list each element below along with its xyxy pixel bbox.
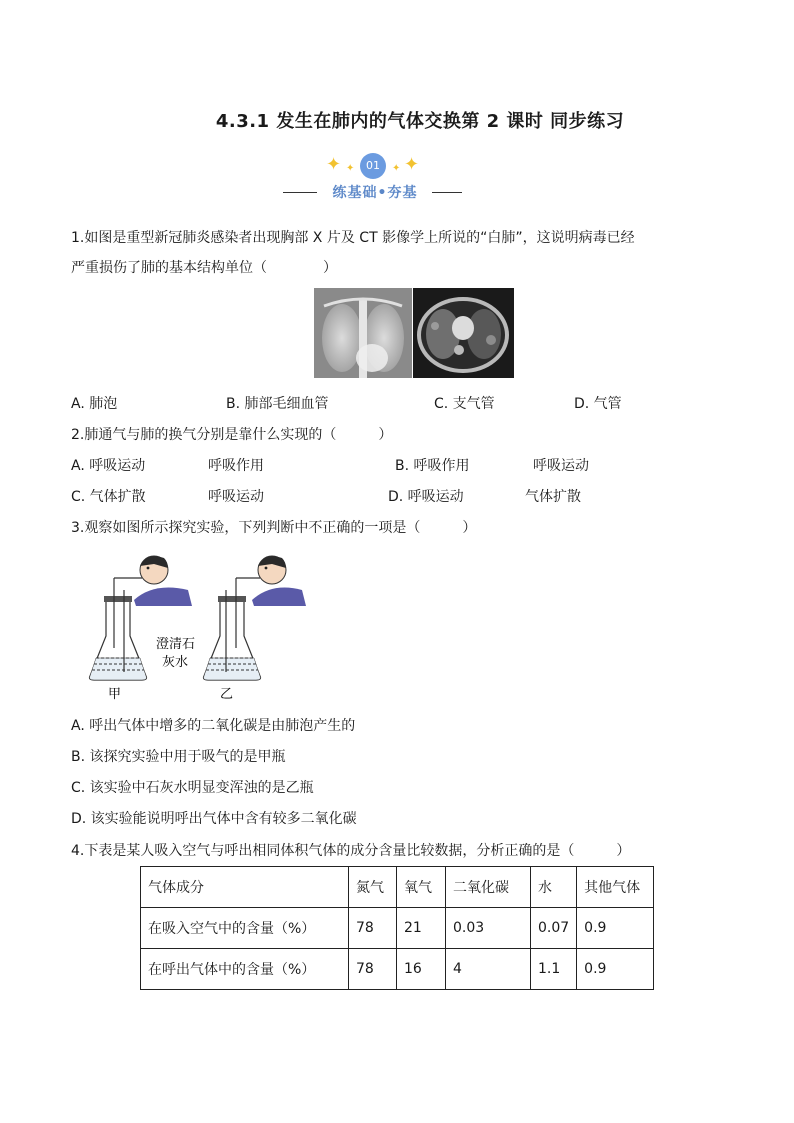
q3-option-a: A. 呼出气体中增多的二氧化碳是由肺泡产生的 [71,718,356,734]
q4-stem: 4.下表是某人吸入空气与呼出相同体积气体的成分含量比较数据，分析正确的是（ ） [71,843,631,859]
q2-option-d-2: 气体扩散 [525,489,581,505]
section-line-left [283,192,317,193]
table-cell: 在吸入空气中的含量（%） [141,908,349,949]
sparkle-icon: ✦ [404,154,420,175]
table-cell: 0.07 [531,908,577,949]
q1-option-b: B. 肺部毛细血管 [226,396,329,412]
q2-option-a-1: A. 呼吸运动 [71,458,146,474]
q2-option-c-2: 呼吸运动 [208,489,264,505]
q1-stem-line1: 1.如图是重型新冠肺炎感染者出现胸部 X 片及 CT 影像学上所说的“白肺”，这说明病毒已经 [71,230,635,246]
table-header-cell: 其他气体 [577,867,654,908]
q2-option-b-2: 呼吸运动 [533,458,589,474]
table-row [141,908,654,949]
chest-ct-image [413,288,514,378]
table-header-cell: 二氧化碳 [446,867,531,908]
sparkle-icon: ✦ [326,154,342,175]
q3-option-d: D. 该实验能说明呼出气体中含有较多二氧化碳 [71,811,357,827]
table-row [141,949,654,990]
q2-option-b-1: B. 呼吸作用 [395,458,470,474]
table-cell: 21 [397,908,446,949]
q2-stem: 2.肺通气与肺的换气分别是靠什么实现的（ ） [71,427,393,443]
table-header-cell: 水 [531,867,577,908]
q1-stem-line2: 严重损伤了肺的基本结构单位（ ） [71,260,337,276]
table-cell: 1.1 [531,949,577,990]
gas-composition-table [140,866,654,990]
table-cell: 16 [397,949,446,990]
table-cell: 4 [446,949,531,990]
q2-option-c-1: C. 气体扩散 [71,489,146,505]
q1-option-a: A. 肺泡 [71,396,118,412]
sparkle-icon: ✦ [346,163,355,174]
table-cell: 0.9 [577,908,654,949]
breathing-experiment-figure [84,548,314,708]
q1-option-c: C. 支气管 [434,396,495,412]
section-number: 01 [360,153,386,179]
table-header-cell: 氧气 [397,867,446,908]
person-a [134,556,192,606]
flask-b-label: 乙 [220,687,234,702]
liquid-label-2: 灰水 [162,655,189,670]
table-cell: 0.03 [446,908,531,949]
liquid-label-1: 澄清石 [156,637,196,652]
section-badge [320,150,430,180]
flask-a [90,578,147,680]
table-header-cell: 气体成分 [141,867,349,908]
q3-option-c: C. 该实验中石灰水明显变浑浊的是乙瓶 [71,780,314,796]
chest-xray-image [314,288,412,378]
table-header-row [141,867,654,908]
q1-option-d: D. 气管 [574,396,622,412]
table-cell: 在呼出气体中的含量（%） [141,949,349,990]
table-header-cell: 氮气 [349,867,397,908]
table-cell: 0.9 [577,949,654,990]
q2-option-a-2: 呼吸作用 [208,458,264,474]
flask-a-label: 甲 [108,687,122,702]
q3-option-b: B. 该探究实验中用于吸气的是甲瓶 [71,749,286,765]
person-b [252,556,306,606]
q2-option-d-1: D. 呼吸运动 [388,489,464,505]
page-title: 4.3.1 发生在肺内的气体交换第 2 课时 同步练习 [215,111,625,132]
section-line-right [432,192,462,193]
q3-stem: 3.观察如图所示探究实验，下列判断中不正确的一项是（ ） [71,520,477,536]
sparkle-icon: ✦ [392,163,401,174]
table-cell: 78 [349,908,397,949]
table-cell: 78 [349,949,397,990]
section-heading: 练基础•夯基 [332,185,418,201]
flask-b [204,578,261,680]
